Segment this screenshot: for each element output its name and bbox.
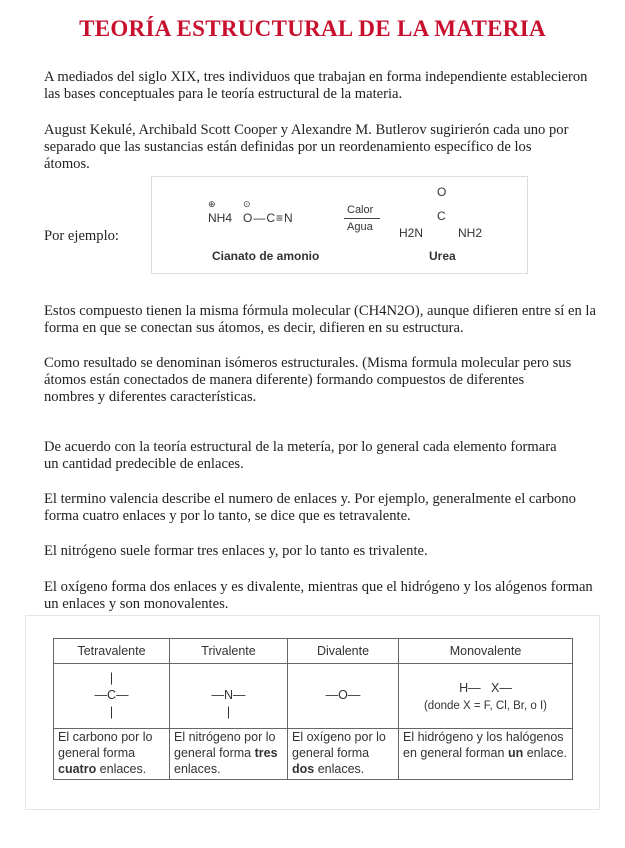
page-title: TEORÍA ESTRUCTURAL DE LA MATERIA xyxy=(79,16,546,41)
monovalent-description: El hidrógeno y los halógenos en general forman un enlace. xyxy=(399,729,573,780)
nitrogen-structure: —N— xyxy=(211,688,246,702)
paragraph-isomers: Como resultado se denominan isómeros estructurales. (Misma formula molecular pero sus átomos están conectados de manera diferente) formando compuestos de diferentes nombres y diferentes características. xyxy=(44,355,572,405)
paragraph-kekule: August Kekulé, Archibald Scott Cooper y Alexandre M. Butlerov sugirierón cada uno por separado que las sustancias están definidas por un reordenamiento específico de los átomos. xyxy=(44,122,569,172)
paragraph-formula: Estos compuesto tienen la misma fórmula molecular (CH4N2O), aunque difieren entre sí en la forma en que se conectan sus átomos, es decir, difieren en su estructura. xyxy=(44,303,596,336)
urea-left-amine: H2N xyxy=(399,226,424,240)
halogen-note: (donde X = F, Cl, Br, o I) xyxy=(423,700,548,712)
reaction-figure xyxy=(151,176,528,274)
header-trivalente: Trivalente xyxy=(170,639,288,664)
cyanate: O—C≡N xyxy=(243,211,294,225)
minus-charge-icon: ⊙ xyxy=(243,199,251,209)
valence-table: Tetravalente Trivalente Divalente Monovalente | —C— | —N— | —O— H— X— (donde X = F, Cl, Br, o I) El carbono por lo general forma cuatro enlaces. El nitrógeno por lo general forma tres enlaces. El oxígeno por lo general forma dos enlaces. El hidrógeno y los halógenos en general forman un enlace. xyxy=(53,638,573,780)
plus-charge-icon: ⊕ xyxy=(208,199,216,209)
paragraph-valence: El termino valencia describe el numero de enlaces y. Por ejemplo, generalmente el carbono forma cuatro enlaces y por lo tanto, se dice que es tetravalente. xyxy=(44,491,576,524)
urea-right-amine: NH2 xyxy=(458,226,483,240)
urea-carbon: C xyxy=(437,209,446,223)
ammonium: NH4 xyxy=(208,211,233,225)
condition-heat: Calor xyxy=(347,204,374,216)
paragraph-nitrogen: El nitrógeno suele formar tres enlaces y, por lo tanto es trivalente. xyxy=(44,543,428,559)
urea-oxygen: O xyxy=(437,185,447,199)
monovalent-structure: H— X— xyxy=(459,681,512,695)
oxygen-description: El oxígeno por lo general forma dos enlaces. xyxy=(288,729,399,780)
header-monovalente: Monovalente xyxy=(399,639,573,664)
reaction-arrow-icon xyxy=(344,218,380,219)
condition-water: Agua xyxy=(347,221,373,233)
nitrogen-description: El nitrógeno por lo general forma tres enlaces. xyxy=(170,729,288,780)
paragraph-oxygen: El oxígeno forma dos enlaces y es divalente, mientras que el hidrógeno y los alógenos forman un enlaces y son monovalentes. xyxy=(44,579,593,612)
header-tetravalente: Tetravalente xyxy=(54,639,170,664)
oxygen-structure: —O— xyxy=(325,688,361,702)
example-label: Por ejemplo: xyxy=(44,228,119,244)
reactant-label: Cianato de amonio xyxy=(212,249,320,263)
product-label: Urea xyxy=(429,249,456,263)
paragraph-theory: De acuerdo con la teoría estructural de la metería, por lo general cada elemento formara un cantidad predecible de enlaces. xyxy=(44,439,557,472)
carbon-structure: —C— xyxy=(94,688,129,702)
carbon-description: El carbono por lo general forma cuatro enlaces. xyxy=(54,729,170,780)
header-divalente: Divalente xyxy=(288,639,399,664)
paragraph-intro: A mediados del siglo XIX, tres individuos que trabajan en forma independiente establecieron las bases conceptuales para le teoría estructural de la materia. xyxy=(44,69,588,102)
